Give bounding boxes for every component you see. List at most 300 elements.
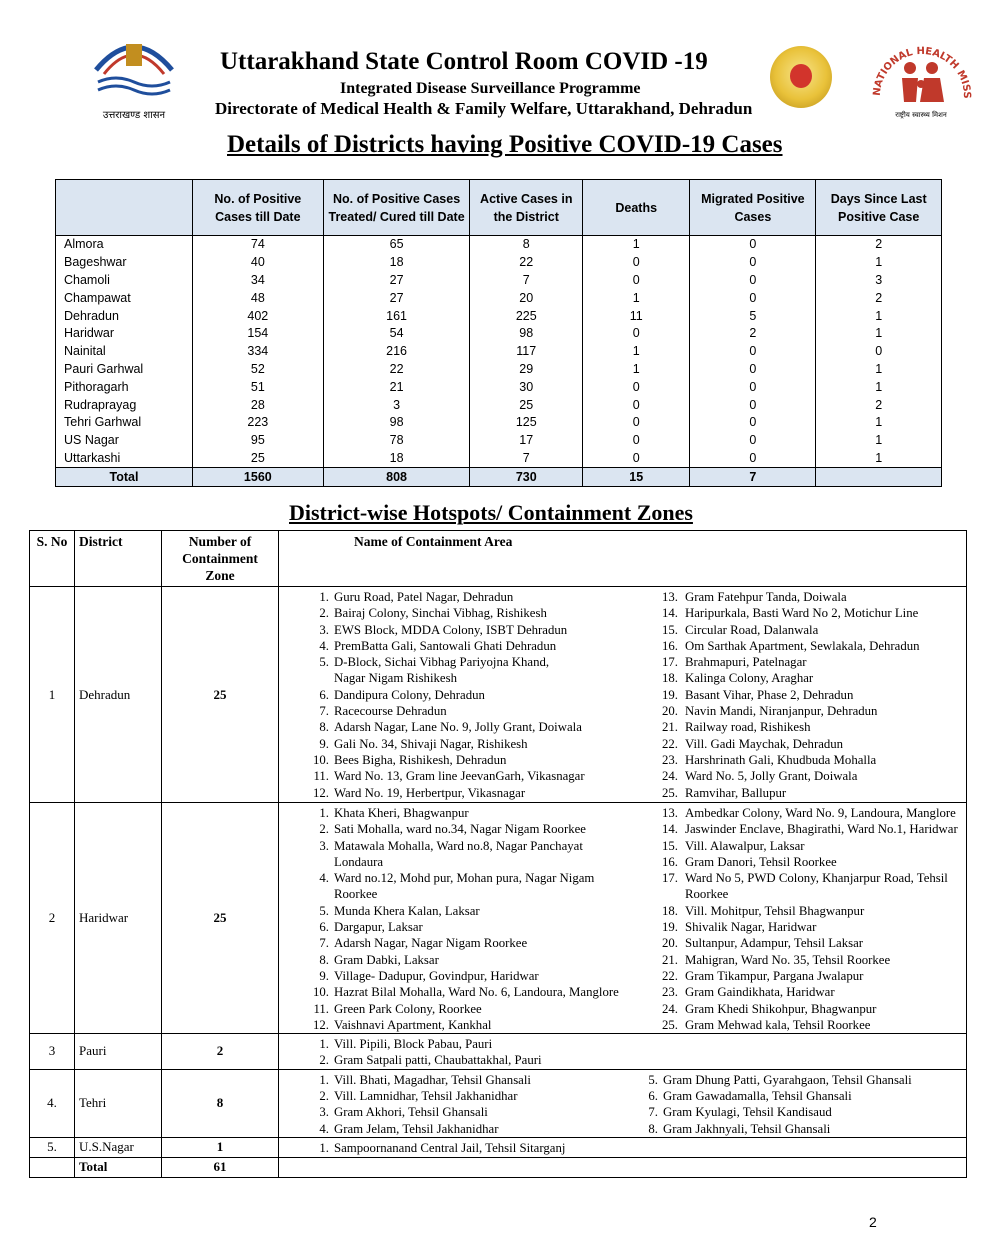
item-text: D-Block, Sichai Vibhag Pariyojna Khand, bbox=[334, 655, 550, 670]
item-number: 3. bbox=[319, 622, 329, 637]
containment-area-item bbox=[307, 605, 632, 621]
item-number: 8. bbox=[319, 952, 329, 967]
nhm-arc-text: NATIONAL HEALTH MISS bbox=[871, 45, 973, 99]
case-value-cell: 0 bbox=[690, 343, 816, 361]
containment-area-item bbox=[307, 654, 632, 670]
item-text: Ward No. 5, Jolly Grant, Doiwala bbox=[685, 769, 858, 784]
containment-area-item bbox=[636, 1072, 962, 1088]
item-number: 7. bbox=[648, 1105, 658, 1120]
uttarakhand-emblem-logo bbox=[88, 30, 180, 122]
item-text: Ramvihar, Ballupur bbox=[685, 785, 787, 800]
containment-area-item bbox=[307, 1072, 632, 1088]
total-value-cell: 1560 bbox=[192, 468, 323, 487]
zone-count: 8 bbox=[162, 1069, 279, 1137]
cases-col-header bbox=[56, 180, 193, 236]
item-text: Bees Bigha, Rishikesh, Dehradun bbox=[334, 752, 507, 767]
item-number: 2. bbox=[319, 1089, 329, 1104]
containment-area-item bbox=[652, 821, 962, 837]
case-value-cell: 0 bbox=[690, 432, 816, 450]
case-value-cell: 0 bbox=[816, 343, 942, 361]
containment-area-item bbox=[652, 838, 962, 854]
col-district-header: District bbox=[75, 531, 162, 587]
containment-area-item bbox=[307, 903, 632, 919]
district-name-cell: Pauri Garhwal bbox=[56, 361, 193, 379]
item-number: 20. bbox=[662, 704, 678, 719]
case-value-cell: 1 bbox=[816, 361, 942, 379]
case-value-cell: 18 bbox=[323, 254, 470, 272]
page-number: 2 bbox=[869, 1214, 877, 1230]
containment-area-item bbox=[307, 687, 632, 703]
district-name-cell: Chamoli bbox=[56, 272, 193, 290]
containment-area-item bbox=[307, 919, 632, 935]
item-text: Vill. Gadi Maychak, Dehradun bbox=[685, 736, 844, 751]
case-value-cell: 27 bbox=[323, 289, 470, 307]
district-name-cell: Pithoragarh bbox=[56, 378, 193, 396]
item-text: Gram Dhung Patti, Gyarahgaon, Tehsil Ghansali bbox=[663, 1072, 912, 1087]
item-text: Green Park Colony, Roorkee bbox=[334, 1001, 482, 1016]
zones-total-empty bbox=[30, 1157, 75, 1177]
case-value-cell: 95 bbox=[192, 432, 323, 450]
item-text: Vill. Pipili, Block Pabau, Pauri bbox=[334, 1037, 493, 1052]
case-value-cell: 0 bbox=[690, 272, 816, 290]
case-value-cell: 1 bbox=[816, 254, 942, 272]
district-row bbox=[56, 307, 942, 325]
item-number: 18. bbox=[662, 671, 678, 686]
case-value-cell: 1 bbox=[583, 289, 690, 307]
item-number: 8. bbox=[648, 1121, 658, 1136]
cases-col-header: Deaths bbox=[583, 180, 690, 236]
zones-heading: District-wise Hotspots/ Containment Zones bbox=[289, 500, 693, 525]
col-number-header: Number of Containment Zone bbox=[162, 531, 279, 587]
item-number: 1. bbox=[319, 590, 329, 604]
item-text: Londaura bbox=[334, 854, 384, 869]
case-value-cell: 1 bbox=[816, 307, 942, 325]
total-value-cell bbox=[816, 468, 942, 487]
containment-area-item bbox=[307, 805, 632, 821]
item-text: Sati Mohalla, ward no.34, Nagar Nigam Roorkee bbox=[334, 822, 586, 837]
zone-area bbox=[279, 803, 967, 1034]
zone-area bbox=[279, 1137, 967, 1157]
item-number: 4. bbox=[319, 871, 329, 886]
district-row bbox=[56, 289, 942, 307]
containment-area-list bbox=[287, 805, 632, 1033]
containment-area-list bbox=[287, 1036, 632, 1069]
case-value-cell: 1 bbox=[816, 450, 942, 468]
containment-area-item bbox=[652, 968, 962, 984]
case-value-cell: 21 bbox=[323, 378, 470, 396]
containment-area-item bbox=[307, 870, 632, 886]
total-value-cell: 730 bbox=[470, 468, 583, 487]
case-value-cell: 0 bbox=[690, 396, 816, 414]
item-text: Ward No 5, PWD Colony, Khanjarpur Road, Tehsil bbox=[685, 871, 948, 886]
zone-district: U.S.Nagar bbox=[75, 1137, 162, 1157]
case-value-cell: 154 bbox=[192, 325, 323, 343]
item-text: Ward No. 19, Herbertpur, Vikasnagar bbox=[334, 785, 526, 800]
item-number: 2. bbox=[319, 822, 329, 837]
emblem-caption: उत्तराखण्ड शासन bbox=[102, 110, 166, 121]
item-number: 25. bbox=[662, 785, 678, 800]
case-value-cell: 34 bbox=[192, 272, 323, 290]
containment-area-item bbox=[307, 752, 632, 768]
district-name-cell: Haridwar bbox=[56, 325, 193, 343]
case-value-cell: 0 bbox=[583, 378, 690, 396]
cases-total-row bbox=[56, 468, 942, 487]
item-number: 19. bbox=[662, 687, 678, 702]
zone-district: Haridwar bbox=[75, 803, 162, 1034]
case-value-cell: 74 bbox=[192, 236, 323, 254]
containment-area-list bbox=[632, 1072, 962, 1137]
containment-area-item bbox=[307, 854, 632, 870]
containment-area-item bbox=[652, 935, 962, 951]
item-text: Sultanpur, Adampur, Tehsil Laksar bbox=[685, 936, 864, 951]
zone-district: Dehradun bbox=[75, 587, 162, 803]
zones-total-area-empty bbox=[279, 1157, 967, 1177]
zone-count: 25 bbox=[162, 803, 279, 1034]
containment-area-item bbox=[636, 1121, 962, 1137]
item-text: Gram Kyulagi, Tehsil Kandisaud bbox=[663, 1105, 832, 1120]
containment-area-item bbox=[652, 719, 962, 735]
zones-table-header bbox=[30, 531, 967, 587]
zone-area bbox=[279, 587, 967, 803]
containment-area-item bbox=[652, 622, 962, 638]
containment-area-list bbox=[632, 805, 962, 1033]
containment-area-item bbox=[307, 1088, 632, 1104]
col-sno-header: S. No bbox=[30, 531, 75, 587]
idsp-logo bbox=[770, 46, 832, 108]
item-text: Shivalik Nagar, Haridwar bbox=[685, 920, 817, 935]
zone-district: Pauri bbox=[75, 1034, 162, 1070]
district-row bbox=[56, 432, 942, 450]
item-number: 8. bbox=[319, 720, 329, 735]
case-value-cell: 1 bbox=[816, 378, 942, 396]
district-name-cell: Dehradun bbox=[56, 307, 193, 325]
page-title: Uttarakhand State Control Room COVID -19 bbox=[220, 48, 708, 75]
case-value-cell: 0 bbox=[690, 414, 816, 432]
containment-area-item bbox=[307, 670, 632, 686]
case-value-cell: 25 bbox=[470, 396, 583, 414]
total-label-cell: Total bbox=[56, 468, 193, 487]
zone-count: 25 bbox=[162, 587, 279, 803]
total-value-cell: 15 bbox=[583, 468, 690, 487]
zone-row bbox=[30, 1137, 967, 1157]
case-value-cell: 51 bbox=[192, 378, 323, 396]
case-value-cell: 48 bbox=[192, 289, 323, 307]
item-text: Gram Mehwad kala, Tehsil Roorkee bbox=[685, 1017, 871, 1032]
item-number: 24. bbox=[662, 1001, 678, 1016]
item-number: 4. bbox=[319, 1121, 329, 1136]
nhm-icon bbox=[866, 26, 976, 122]
district-row bbox=[56, 396, 942, 414]
district-row bbox=[56, 254, 942, 272]
cases-col-header: Days Since Last Positive Case bbox=[816, 180, 942, 236]
item-number: 19. bbox=[662, 920, 678, 935]
item-text: Ambedkar Colony, Ward No. 9, Landoura, Manglore bbox=[685, 806, 956, 820]
item-number: 3. bbox=[319, 1105, 329, 1120]
zone-row bbox=[30, 1069, 967, 1137]
item-text: Village- Dadupur, Govindpur, Haridwar bbox=[334, 968, 539, 983]
case-value-cell: 223 bbox=[192, 414, 323, 432]
case-value-cell: 54 bbox=[323, 325, 470, 343]
district-name-cell: Bageshwar bbox=[56, 254, 193, 272]
containment-area-item bbox=[652, 903, 962, 919]
emblem-icon bbox=[88, 30, 180, 100]
containment-area-item bbox=[652, 736, 962, 752]
containment-area-item bbox=[652, 1001, 962, 1017]
item-text: Nagar Nigam Rishikesh bbox=[334, 671, 457, 686]
case-value-cell: 22 bbox=[323, 361, 470, 379]
item-number: 6. bbox=[319, 920, 329, 935]
item-text: Vill. Lamnidhar, Tehsil Jakhanidhar bbox=[334, 1089, 518, 1104]
cases-heading: Details of Districts having Positive COVID-19 Cases bbox=[227, 131, 783, 158]
item-number: 4. bbox=[319, 638, 329, 653]
district-row bbox=[56, 378, 942, 396]
district-name-cell: Nainital bbox=[56, 343, 193, 361]
item-number bbox=[307, 670, 329, 686]
item-number: 14. bbox=[662, 822, 678, 837]
item-number: 15. bbox=[662, 622, 678, 637]
directorate-name: Directorate of Medical Health & Family Welfare, Uttarakhand, Dehradun bbox=[215, 99, 753, 118]
item-text: Gram Danori, Tehsil Roorkee bbox=[685, 854, 837, 869]
containment-area-item bbox=[307, 1052, 632, 1068]
case-value-cell: 1 bbox=[816, 414, 942, 432]
zone-count: 1 bbox=[162, 1137, 279, 1157]
containment-area-item bbox=[307, 821, 632, 837]
case-value-cell: 0 bbox=[690, 378, 816, 396]
item-number: 2. bbox=[319, 1053, 329, 1068]
item-number: 13. bbox=[662, 806, 678, 820]
item-text: Guru Road, Patel Nagar, Dehradun bbox=[334, 590, 514, 604]
zone-row bbox=[30, 803, 967, 1034]
zone-sno: 1 bbox=[30, 587, 75, 803]
zone-area bbox=[279, 1069, 967, 1137]
case-value-cell: 0 bbox=[583, 254, 690, 272]
containment-area-item bbox=[307, 1121, 632, 1137]
containment-zones-table bbox=[29, 530, 967, 1178]
item-text: Gram Jakhnyali, Tehsil Ghansali bbox=[663, 1121, 831, 1136]
case-value-cell: 0 bbox=[583, 450, 690, 468]
item-text: Vill. Alawalpur, Laksar bbox=[685, 838, 805, 853]
case-value-cell: 7 bbox=[470, 450, 583, 468]
case-value-cell: 65 bbox=[323, 236, 470, 254]
district-row bbox=[56, 325, 942, 343]
item-text: Matawala Mohalla, Ward no.8, Nagar Panchayat bbox=[334, 838, 583, 853]
cases-col-header: No. of Positive Cases till Date bbox=[192, 180, 323, 236]
case-value-cell: 2 bbox=[816, 236, 942, 254]
item-text: Railway road, Rishikesh bbox=[685, 720, 811, 735]
item-text: Hazrat Bilal Mohalla, Ward No. 6, Landoura, Manglore bbox=[334, 985, 619, 1000]
zone-sno: 5. bbox=[30, 1137, 75, 1157]
containment-area-item bbox=[307, 1036, 632, 1052]
item-text: Basant Vihar, Phase 2, Dehradun bbox=[685, 687, 854, 702]
district-name-cell: Tehri Garhwal bbox=[56, 414, 193, 432]
case-value-cell: 20 bbox=[470, 289, 583, 307]
item-number: 23. bbox=[662, 985, 678, 1000]
item-number: 5. bbox=[648, 1072, 658, 1087]
item-text: Haripurkala, Basti Ward No 2, Motichur Line bbox=[685, 606, 919, 621]
containment-area-item bbox=[307, 1140, 632, 1156]
case-value-cell: 0 bbox=[690, 254, 816, 272]
item-number: 22. bbox=[662, 968, 678, 983]
case-value-cell: 3 bbox=[323, 396, 470, 414]
containment-area-item bbox=[652, 589, 962, 605]
containment-area-item bbox=[307, 984, 632, 1000]
case-value-cell: 334 bbox=[192, 343, 323, 361]
item-number bbox=[307, 886, 329, 902]
item-number: 23. bbox=[662, 752, 678, 767]
case-value-cell: 27 bbox=[323, 272, 470, 290]
case-value-cell: 3 bbox=[816, 272, 942, 290]
item-text: Dargapur, Laksar bbox=[334, 920, 423, 935]
item-text: Roorkee bbox=[334, 887, 378, 902]
item-text: Ward No. 13, Gram line JeevanGarh, Vikasnagar bbox=[334, 769, 585, 784]
containment-area-item bbox=[636, 1104, 962, 1120]
item-text: Jaswinder Enclave, Bhagirathi, Ward No.1, Haridwar bbox=[685, 822, 958, 837]
item-number: 12. bbox=[313, 785, 329, 800]
containment-area-item bbox=[307, 638, 632, 654]
containment-area-item bbox=[307, 622, 632, 638]
district-name-cell: Almora bbox=[56, 236, 193, 254]
case-value-cell: 0 bbox=[583, 414, 690, 432]
district-name-cell: Rudraprayag bbox=[56, 396, 193, 414]
containment-area-item bbox=[307, 768, 632, 784]
zone-row bbox=[30, 587, 967, 803]
item-text: EWS Block, MDDA Colony, ISBT Dehradun bbox=[334, 622, 568, 637]
col-area-header: Name of Containment Area bbox=[279, 531, 967, 587]
case-value-cell: 8 bbox=[470, 236, 583, 254]
item-number: 9. bbox=[319, 968, 329, 983]
item-number: 16. bbox=[662, 854, 678, 869]
case-value-cell: 0 bbox=[583, 396, 690, 414]
containment-area-item bbox=[652, 752, 962, 768]
containment-area-item bbox=[307, 719, 632, 735]
item-number: 17. bbox=[662, 871, 678, 886]
item-text: Gram Jelam, Tehsil Jakhanidhar bbox=[334, 1121, 499, 1136]
case-value-cell: 30 bbox=[470, 378, 583, 396]
district-row bbox=[56, 414, 942, 432]
district-cases-table bbox=[55, 179, 942, 487]
item-text: Brahmapuri, Patelnagar bbox=[685, 655, 807, 670]
containment-area-item bbox=[307, 1104, 632, 1120]
zones-total-count: 61 bbox=[162, 1157, 279, 1177]
case-value-cell: 0 bbox=[690, 361, 816, 379]
containment-area-list bbox=[287, 1140, 632, 1156]
case-value-cell: 0 bbox=[583, 325, 690, 343]
item-number: 11. bbox=[313, 769, 329, 784]
item-text: Vill. Bhati, Magadhar, Tehsil Ghansali bbox=[334, 1072, 531, 1087]
item-text: PremBatta Gali, Santowali Ghati Dehradun bbox=[334, 638, 557, 653]
programme-name: Integrated Disease Surveillance Programme bbox=[340, 80, 641, 97]
item-number: 21. bbox=[662, 952, 678, 967]
zone-row bbox=[30, 1034, 967, 1070]
item-text: Gali No. 34, Shivaji Nagar, Rishikesh bbox=[334, 736, 528, 751]
item-number: 1. bbox=[319, 1037, 329, 1052]
district-name-cell: Champawat bbox=[56, 289, 193, 307]
containment-area-item bbox=[307, 736, 632, 752]
containment-area-item bbox=[652, 687, 962, 703]
containment-area-item bbox=[652, 768, 962, 784]
containment-area-list bbox=[632, 589, 962, 801]
containment-area-list bbox=[287, 589, 632, 801]
item-number: 22. bbox=[662, 736, 678, 751]
zone-count: 2 bbox=[162, 1034, 279, 1070]
case-value-cell: 225 bbox=[470, 307, 583, 325]
zone-sno: 4. bbox=[30, 1069, 75, 1137]
case-value-cell: 1 bbox=[583, 361, 690, 379]
case-value-cell: 0 bbox=[690, 289, 816, 307]
item-text: Roorkee bbox=[685, 887, 729, 902]
item-number: 6. bbox=[648, 1089, 658, 1104]
case-value-cell: 1 bbox=[583, 236, 690, 254]
containment-area-item bbox=[652, 952, 962, 968]
case-value-cell: 117 bbox=[470, 343, 583, 361]
item-text: Gram Akhori, Tehsil Ghansali bbox=[334, 1105, 488, 1120]
containment-area-list bbox=[287, 1072, 632, 1137]
item-number: 16. bbox=[662, 638, 678, 653]
item-text: Gram Fatehpur Tanda, Doiwala bbox=[685, 590, 847, 604]
containment-area-item bbox=[652, 654, 962, 670]
case-value-cell: 0 bbox=[690, 236, 816, 254]
item-text: Munda Khera Kalan, Laksar bbox=[334, 903, 480, 918]
zone-sno: 3 bbox=[30, 1034, 75, 1070]
item-number: 3. bbox=[319, 838, 329, 853]
item-number: 5. bbox=[319, 655, 329, 670]
item-number: 25. bbox=[662, 1017, 678, 1032]
item-text: Bairaj Colony, Sinchai Vibhag, Rishikesh bbox=[334, 606, 547, 621]
item-text: Adarsh Nagar, Nagar Nigam Roorkee bbox=[334, 936, 528, 951]
case-value-cell: 78 bbox=[323, 432, 470, 450]
item-number: 2. bbox=[319, 606, 329, 621]
case-value-cell: 40 bbox=[192, 254, 323, 272]
zones-total-label: Total bbox=[75, 1157, 162, 1177]
item-text: Gram Gawadamalla, Tehsil Ghansali bbox=[663, 1089, 852, 1104]
case-value-cell: 2 bbox=[690, 325, 816, 343]
page-header bbox=[0, 0, 986, 130]
case-value-cell: 1 bbox=[816, 325, 942, 343]
case-value-cell: 0 bbox=[690, 450, 816, 468]
containment-area-item bbox=[652, 805, 962, 821]
containment-area-item bbox=[307, 952, 632, 968]
item-number bbox=[652, 886, 678, 902]
nhm-caption: राष्ट्रीय स्वास्थ्य मिशन bbox=[895, 111, 947, 119]
case-value-cell: 98 bbox=[323, 414, 470, 432]
district-row bbox=[56, 343, 942, 361]
item-text: Gram Dabki, Laksar bbox=[334, 952, 439, 967]
containment-area-item bbox=[307, 838, 632, 854]
containment-area-item bbox=[307, 703, 632, 719]
item-text: Gram Satpali patti, Chaubattakhal, Pauri bbox=[334, 1053, 542, 1068]
nhm-logo bbox=[866, 26, 976, 122]
item-number: 14. bbox=[662, 606, 678, 621]
total-value-cell: 7 bbox=[690, 468, 816, 487]
containment-area-item bbox=[652, 854, 962, 870]
containment-area-item bbox=[652, 638, 962, 654]
item-number: 6. bbox=[319, 687, 329, 702]
item-text: Adarsh Nagar, Lane No. 9, Jolly Grant, Doiwala bbox=[334, 720, 582, 735]
zones-total-row bbox=[30, 1157, 967, 1177]
item-text: Circular Road, Dalanwala bbox=[685, 622, 819, 637]
containment-area-item bbox=[652, 886, 962, 902]
cases-col-header: Migrated Positive Cases bbox=[690, 180, 816, 236]
containment-area-item bbox=[652, 1017, 962, 1033]
containment-area-item bbox=[307, 935, 632, 951]
district-row bbox=[56, 361, 942, 379]
case-value-cell: 1 bbox=[816, 432, 942, 450]
district-row bbox=[56, 450, 942, 468]
item-number: 1. bbox=[319, 806, 329, 820]
containment-area-item bbox=[652, 919, 962, 935]
item-text: Vill. Mohitpur, Tehsil Bhagwanpur bbox=[685, 903, 865, 918]
item-number: 20. bbox=[662, 936, 678, 951]
